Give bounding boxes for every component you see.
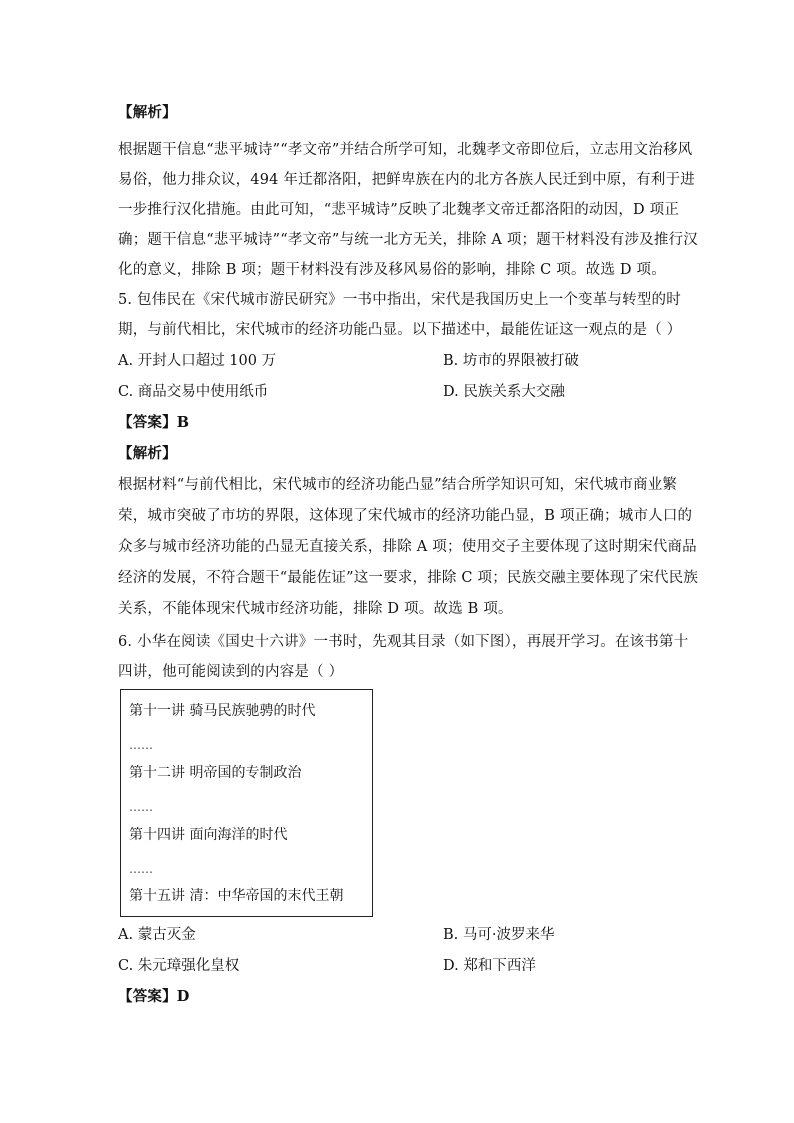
question-5-analysis-line: 荣，城市突破了市坊的界限，这体现了宋代城市的经济功能凸显，B 项正确；城市人口的 xyxy=(118,508,693,524)
question-6-stem: 四讲，他可能阅读到的内容是（ ） xyxy=(118,664,344,680)
question-5-analysis-line: 经济的发展，不符合题干“最能佐证”这一要求，排除 C 项；民族交融主要体现了宋代民族 xyxy=(118,570,699,586)
analysis-line: 一步推行汉化措施。由此可知，“悲平城诗”反映了北魏孝文帝迁都洛阳的动因，D 项正 xyxy=(118,202,680,218)
question-6-option-a: A. 蒙古灭金 xyxy=(118,927,196,943)
question-5-analysis-line: 根据材料“与前代相比，宋代城市的经济功能凸显”结合所学知识可知，宋代城市商业繁 xyxy=(118,477,678,493)
analysis-line: 确；题干信息“悲平城诗”“孝文帝”与统一北方无关，排除 A 项；题干材料没有涉及推行汉 xyxy=(118,232,698,248)
question-6-option-b: B. 马可·波罗来华 xyxy=(443,927,555,943)
question-6-option-d: D. 郑和下西洋 xyxy=(443,958,536,974)
question-6-stem: 6. 小华在阅读《国史十六讲》一书时，先观其目录（如下图），再展开学习。在该书第十 xyxy=(118,634,689,650)
analysis-line: 易俗，他力排众议，494 年迁都洛阳，把鲜卑族在内的北方各族人民迁到中原，有利于进 xyxy=(118,172,695,188)
question-5-stem: 期，与前代相比，宋代城市的经济功能凸显。以下描述中，最能佐证这一观点的是（ ） xyxy=(118,322,682,338)
question-6-answer: 【答案】D xyxy=(118,988,190,1005)
toc-entry: 第十四讲 面向海洋的时代 xyxy=(129,827,288,843)
analysis-line: 化的意义，排除 B 项；题干材料没有涉及移风易俗的影响，排除 C 项。故选 D 项。 xyxy=(118,262,666,278)
toc-ellipsis: …… xyxy=(129,738,153,752)
question-5-option-b: B. 坊市的界限被打破 xyxy=(443,353,579,369)
question-5-answer: 【答案】B xyxy=(118,414,190,431)
toc-entry: 第十一讲 骑马民族驰骋的时代 xyxy=(129,703,316,719)
toc-entry: 第十五讲 清：中华帝国的末代王朝 xyxy=(129,888,344,904)
question-5-option-d: D. 民族关系大交融 xyxy=(443,384,565,400)
question-5-analysis-line: 众多与城市经济功能的凸显无直接关系，排除 A 项；使用交子主要体现了这时期宋代商品 xyxy=(118,539,697,555)
question-5-analysis-line: 关系，不能体现宋代城市经济功能，排除 D 项。故选 B 项。 xyxy=(118,601,513,617)
toc-entry: 第十二讲 明帝国的专制政治 xyxy=(129,765,302,781)
question-5-option-a: A. 开封人口超过 100 万 xyxy=(118,353,277,369)
analysis-heading: 【解析】 xyxy=(118,104,177,121)
table-of-contents-box xyxy=(120,689,373,917)
question-6-option-c: C. 朱元璋强化皇权 xyxy=(118,958,240,974)
toc-ellipsis: …… xyxy=(129,800,153,814)
question-5-analysis-heading: 【解析】 xyxy=(118,445,177,462)
question-5-stem: 5. 包伟民在《宋代城市游民研究》一书中指出，宋代是我国历史上一个变革与转型的时 xyxy=(118,292,681,308)
question-5-option-c: C. 商品交易中使用纸币 xyxy=(118,384,269,400)
toc-ellipsis: …… xyxy=(129,862,153,876)
analysis-line: 根据题干信息“悲平城诗”“孝文帝”并结合所学可知，北魏孝文帝即位后，立志用文治移风 xyxy=(118,142,693,158)
